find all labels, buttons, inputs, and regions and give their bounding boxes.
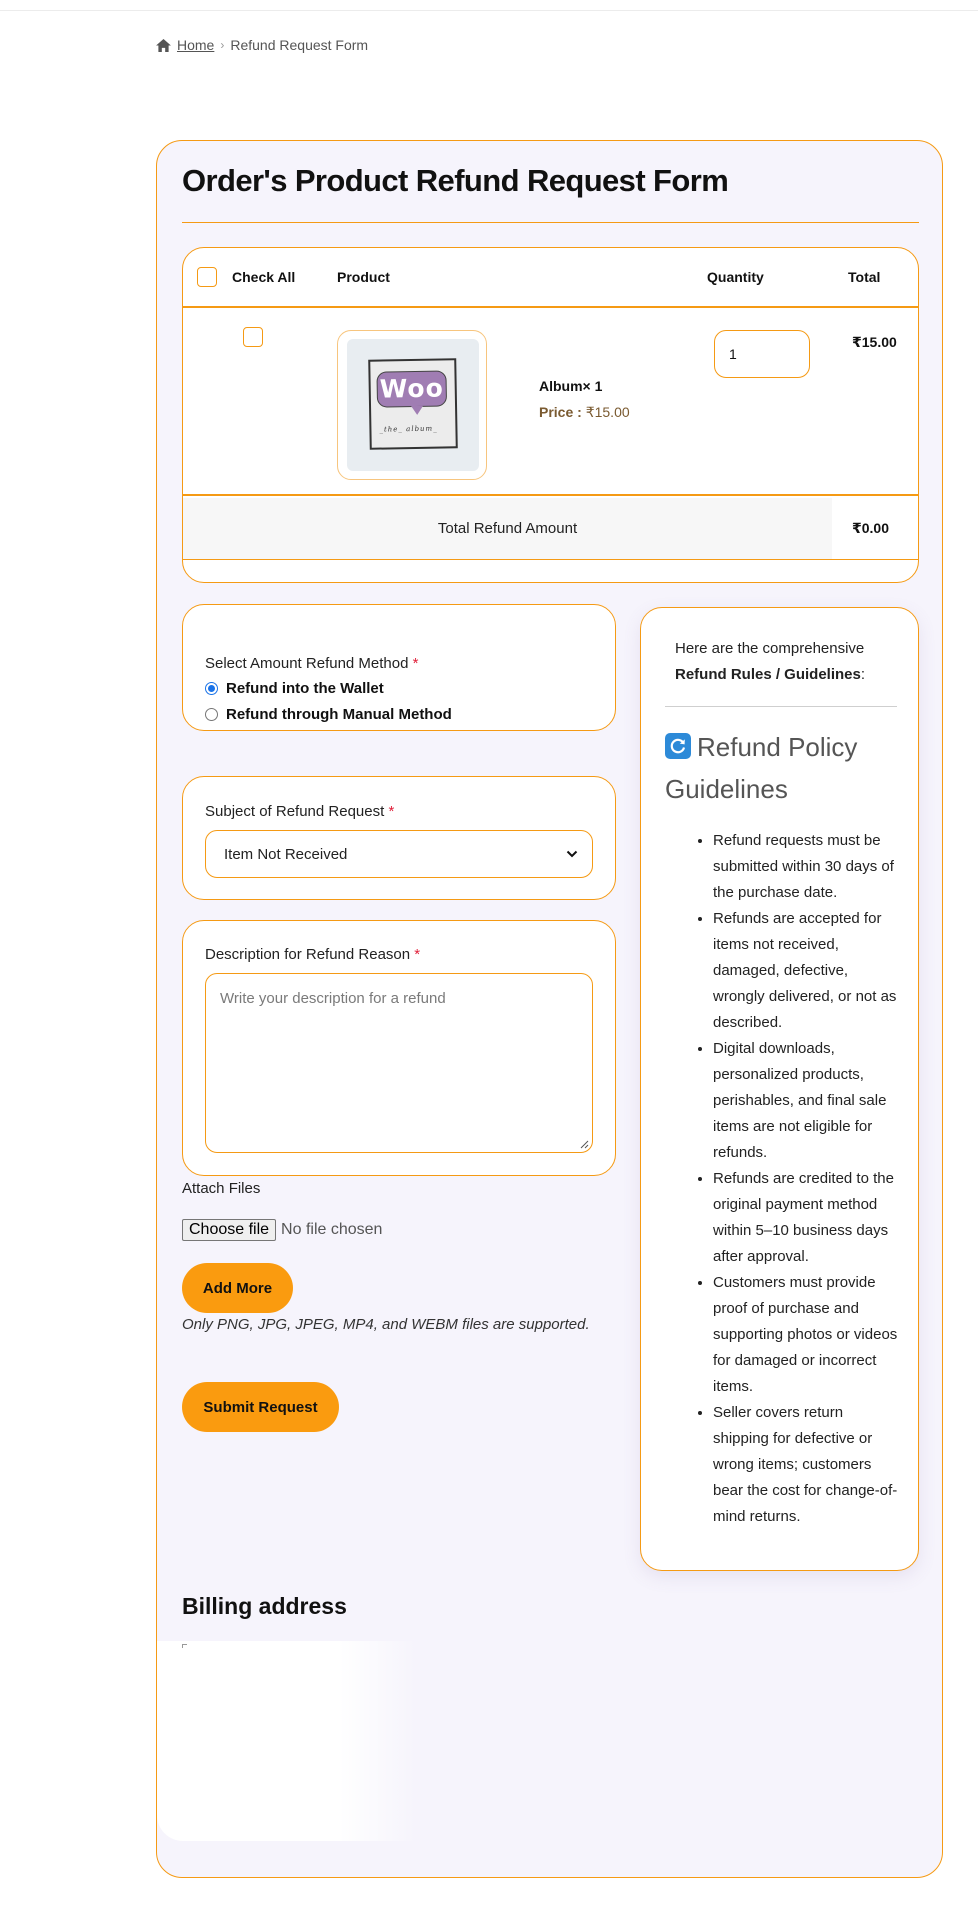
total-refund-row	[183, 498, 918, 560]
radio-button-wallet[interactable]	[205, 682, 218, 695]
radio-refund-manual[interactable]	[205, 706, 452, 723]
header-product: Product	[337, 269, 390, 285]
guidelines-intro	[675, 636, 895, 688]
choose-file-button[interactable]: Choose file	[182, 1219, 276, 1241]
subject-label	[205, 803, 394, 820]
billing-address-area	[157, 1641, 417, 1841]
breadcrumb-current: Refund Request Form	[230, 37, 369, 53]
breadcrumb-home-link[interactable]: Home	[177, 37, 215, 53]
product-image	[347, 339, 479, 471]
guidelines-heading-text: Refund Policy Guidelines	[665, 732, 858, 804]
breadcrumb-separator: ›	[220, 38, 225, 52]
guidelines-divider	[665, 706, 897, 707]
add-more-button[interactable]: Add More	[182, 1263, 293, 1313]
price-value: ₹15.00	[585, 404, 630, 420]
total-refund-label: Total Refund Amount	[183, 498, 832, 559]
table-row	[183, 310, 918, 496]
breadcrumb	[156, 37, 368, 53]
check-all-checkbox[interactable]	[197, 267, 217, 287]
description-textarea[interactable]	[205, 973, 593, 1153]
subject-label-text: Subject of Refund Request	[205, 803, 385, 820]
product-table	[182, 247, 919, 583]
guidelines-heading	[665, 726, 905, 810]
refund-guidelines-card	[640, 607, 919, 1571]
guidelines-intro-suffix: :	[860, 666, 866, 683]
list-item: • Refunds are credited to the original payment method within 5–10 business days after approval.	[713, 1166, 903, 1270]
description-placeholder: Write your description for a refund	[220, 990, 446, 1007]
attach-files-label: Attach Files	[182, 1180, 261, 1197]
album-caption: _the_ album_	[379, 424, 438, 434]
supported-files-note: Only PNG, JPG, JPEG, MP4, and WEBM files are supported.	[182, 1316, 590, 1333]
subject-card	[182, 776, 616, 900]
woo-logo: Woo	[376, 370, 447, 407]
submit-request-button[interactable]: Submit Request	[182, 1382, 339, 1432]
product-price	[539, 404, 630, 421]
title-divider	[182, 222, 919, 223]
row-checkbox[interactable]	[243, 327, 263, 347]
billing-address-title: Billing address	[182, 1593, 347, 1619]
top-divider	[0, 10, 978, 11]
price-label: Price :	[539, 404, 582, 420]
refresh-icon	[665, 733, 691, 759]
refund-method-label	[205, 655, 418, 672]
header-check-all: Check All	[232, 269, 296, 285]
required-mark: *	[412, 655, 419, 672]
refund-method-label-text: Select Amount Refund Method	[205, 655, 409, 672]
header-quantity: Quantity	[707, 269, 764, 285]
radio-button-manual[interactable]	[205, 708, 218, 721]
refund-form-card	[156, 140, 943, 1878]
list-item: • Refund requests must be submitted within 30 days of the purchase date.	[713, 828, 903, 906]
required-mark: *	[414, 946, 421, 963]
page-title: Order's Product Refund Request Form	[182, 163, 729, 198]
radio-label-manual: Refund through Manual Method	[226, 706, 452, 723]
list-item: • Customers must provide proof of purchase and supporting photos or videos for damaged or incorrect items.	[713, 1270, 903, 1400]
chevron-down-icon	[566, 848, 578, 860]
list-item: • Refunds are accepted for items not received, damaged, defective, wrongly delivered, or not as described.	[713, 906, 903, 1036]
subject-select[interactable]	[205, 830, 593, 878]
subject-selected-value: Item Not Received	[224, 845, 348, 863]
row-total: ₹15.00	[852, 334, 897, 350]
home-icon	[156, 39, 171, 52]
file-input	[182, 1219, 382, 1241]
description-label-text: Description for Refund Reason	[205, 946, 411, 963]
table-header	[183, 248, 918, 308]
woo-logo-tail	[411, 406, 423, 415]
guidelines-intro-text: Here are the comprehensive	[675, 640, 865, 657]
album-cover	[368, 358, 458, 450]
quantity-input[interactable]	[714, 330, 810, 378]
refund-method-card	[182, 604, 616, 731]
resize-grip-icon[interactable]	[580, 1140, 589, 1149]
guidelines-intro-bold: Refund Rules / Guidelines	[675, 666, 861, 683]
guidelines-list	[683, 828, 903, 1530]
product-name: Album× 1	[539, 378, 603, 394]
radio-refund-wallet[interactable]	[205, 680, 384, 697]
list-item: • Seller covers return shipping for defective or wrong items; customers bear the cost for change-of-mind returns.	[713, 1400, 903, 1530]
description-card	[182, 920, 616, 1176]
description-label	[205, 946, 420, 963]
list-item: • Digital downloads, personalized products, perishables, and final sale items are not eligible for refunds.	[713, 1036, 903, 1166]
billing-corner-mark	[182, 1644, 187, 1648]
required-mark: *	[388, 803, 395, 820]
no-file-text: No file chosen	[281, 1221, 383, 1238]
product-thumbnail[interactable]	[337, 330, 487, 480]
radio-label-wallet: Refund into the Wallet	[226, 680, 384, 697]
total-refund-value: ₹0.00	[852, 520, 889, 536]
header-total: Total	[848, 269, 881, 285]
